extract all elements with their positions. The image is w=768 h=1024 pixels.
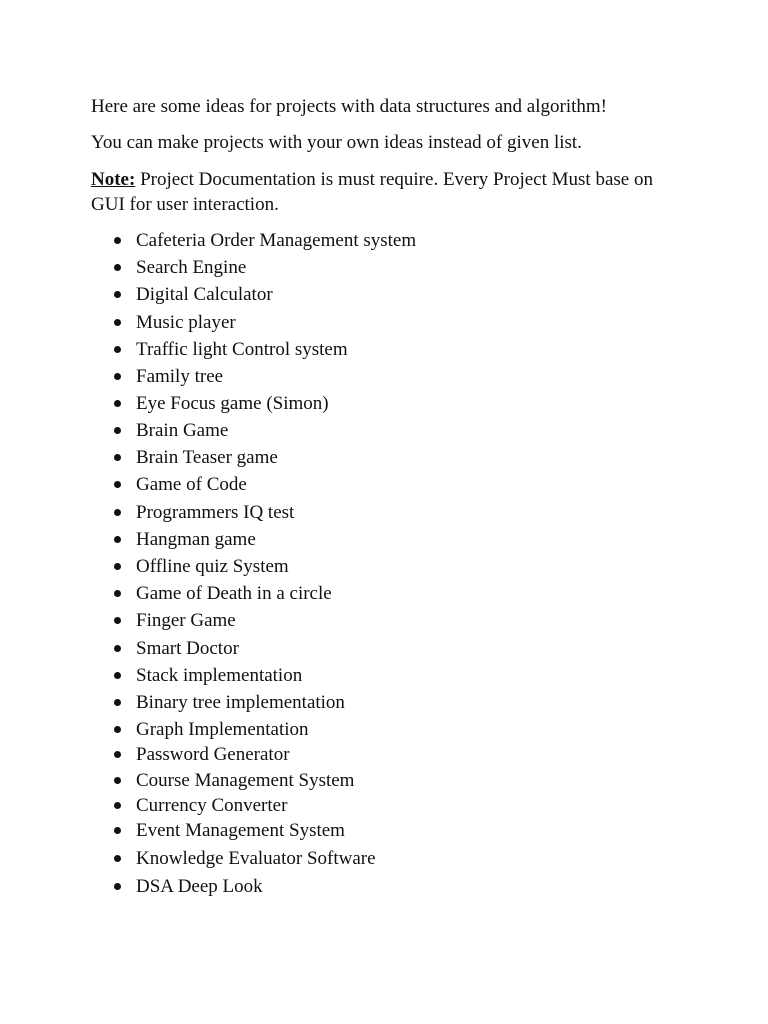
list-item [0, 310, 500, 336]
note-text: Project Documentation is must require. Every Project Must base on GUI for user interaction. [91, 169, 653, 215]
list-item-label: Graph Implementation [136, 719, 309, 740]
list-item [0, 364, 500, 390]
bullet-icon [114, 751, 121, 758]
intro-line-2: You can make projects with your own ideas instead of given list. [91, 132, 582, 153]
list-item-label: Binary tree implementation [136, 692, 345, 713]
bullet-icon [114, 291, 121, 298]
bullet-icon [114, 264, 121, 271]
list-item [0, 846, 500, 872]
list-item [0, 742, 500, 768]
list-item [0, 554, 500, 580]
list-item [0, 418, 500, 444]
bullet-icon [114, 855, 121, 862]
bullet-icon [114, 454, 121, 461]
list-item-label: Stack implementation [136, 665, 303, 686]
bullet-icon [114, 802, 121, 809]
list-item [0, 527, 500, 553]
bullet-icon [114, 617, 121, 624]
list-item [0, 500, 500, 526]
list-item [0, 445, 500, 471]
list-item [0, 282, 500, 308]
bullet-icon [114, 536, 121, 543]
list-item [0, 472, 500, 498]
list-item-label: Currency Converter [136, 795, 288, 816]
list-item-label: Event Management System [136, 820, 345, 841]
bullet-icon [114, 373, 121, 380]
bullet-icon [114, 400, 121, 407]
list-item-label: Programmers IQ test [136, 502, 295, 523]
list-item [0, 255, 500, 281]
list-item-label: Digital Calculator [136, 284, 273, 305]
bullet-icon [114, 237, 121, 244]
list-item [0, 581, 500, 607]
list-item [0, 690, 500, 716]
list-item-label: Brain Game [136, 420, 229, 441]
bullet-icon [114, 699, 121, 706]
list-item-label: DSA Deep Look [136, 876, 263, 897]
bullet-icon [114, 777, 121, 784]
list-item-label: Password Generator [136, 744, 290, 765]
list-item [0, 391, 500, 417]
list-item-label: Brain Teaser game [136, 447, 278, 468]
list-item-label: Game of Code [136, 474, 247, 495]
note-paragraph [91, 167, 691, 217]
list-item-label: Cafeteria Order Management system [136, 230, 417, 251]
bullet-icon [114, 726, 121, 733]
list-item-label: Hangman game [136, 529, 256, 550]
list-item [0, 663, 500, 689]
list-item [0, 608, 500, 634]
list-item [0, 818, 500, 844]
list-item-label: Family tree [136, 366, 224, 387]
list-item-label: Game of Death in a circle [136, 583, 332, 604]
intro-line-1: Here are some ideas for projects with data structures and algorithm! [91, 96, 607, 117]
bullet-icon [114, 427, 121, 434]
bullet-icon [114, 883, 121, 890]
bullet-icon [114, 590, 121, 597]
bullet-icon [114, 827, 121, 834]
bullet-icon [114, 319, 121, 326]
list-item [0, 228, 500, 254]
bullet-icon [114, 645, 121, 652]
list-item [0, 874, 500, 900]
list-item [0, 717, 500, 743]
list-item [0, 636, 500, 662]
bullet-icon [114, 672, 121, 679]
note-label: Note: [91, 169, 136, 190]
bullet-icon [114, 509, 121, 516]
list-item-label: Finger Game [136, 610, 236, 631]
list-item-label: Knowledge Evaluator Software [136, 848, 376, 869]
list-item-label: Course Management System [136, 770, 355, 791]
list-item-label: Traffic light Control system [136, 339, 348, 360]
list-item-label: Search Engine [136, 257, 247, 278]
list-item-label: Music player [136, 312, 236, 333]
list-item-label: Offline quiz System [136, 556, 289, 577]
list-item [0, 793, 500, 819]
list-item [0, 768, 500, 794]
bullet-icon [114, 563, 121, 570]
bullet-icon [114, 481, 121, 488]
list-item-label: Smart Doctor [136, 638, 239, 659]
bullet-icon [114, 346, 121, 353]
list-item-label: Eye Focus game (Simon) [136, 393, 329, 414]
list-item [0, 337, 500, 363]
